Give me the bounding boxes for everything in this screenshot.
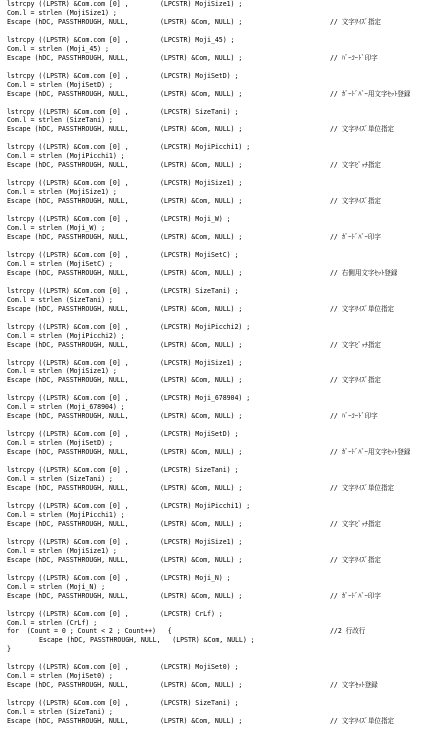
code-line bbox=[0, 403, 448, 412]
blank-line bbox=[0, 98, 448, 107]
code-text: Escape (hDC, PASSTHROUGH, NULL, bbox=[7, 125, 129, 134]
code-text: (LPSTR) &Com, NULL) ; bbox=[160, 591, 243, 600]
code-text: (LPSTR) &Com, NULL) ; bbox=[160, 340, 243, 349]
code-block bbox=[0, 215, 448, 251]
code-text: Escape (hDC, PASSTHROUGH, NULL, bbox=[7, 448, 129, 457]
code-line bbox=[0, 636, 448, 645]
code-block bbox=[0, 251, 448, 287]
code-comment: // 文字ﾋﾟｯﾁ指定 bbox=[330, 340, 381, 349]
code-comment: // 文字ｻｲｽﾞ単位指定 bbox=[330, 125, 395, 134]
code-text: (LPCSTR) SizeTani) ; bbox=[160, 286, 239, 295]
code-line bbox=[0, 592, 448, 601]
code-comment: // ｶﾞｰﾄﾞﾊﾞｰ用文字ｾｯﾄ登録 bbox=[330, 89, 411, 98]
code-text: (LPSTR) &Com, NULL) ; bbox=[160, 376, 243, 385]
code-block bbox=[0, 574, 448, 610]
blank-line bbox=[0, 242, 448, 251]
code-text: Com.l = strlen (MojiSize1) ; bbox=[7, 546, 117, 555]
code-text: (LPCSTR) Moji_45) ; bbox=[160, 35, 235, 44]
code-text: Escape (hDC, PASSTHROUGH, NULL, bbox=[7, 412, 129, 421]
code-text: Escape (hDC, PASSTHROUGH, NULL, bbox=[7, 716, 129, 725]
code-line bbox=[0, 90, 448, 99]
code-text: (LPSTR) &Com, NULL) ; bbox=[160, 716, 243, 725]
code-text: Com.l = strlen (SizeTani) ; bbox=[7, 475, 113, 484]
code-comment: // 文字ｻｲｽﾞ指定 bbox=[330, 555, 381, 564]
code-text: lstrcpy ((LPSTR) &Com.com [0] , bbox=[7, 663, 129, 672]
code-text: (LPSTR) &Com, NULL) ; bbox=[160, 53, 243, 62]
code-text: Com.l = strlen (MojiSetC) ; bbox=[7, 259, 113, 268]
code-text: Escape (hDC, PASSTHROUGH, NULL, bbox=[7, 53, 129, 62]
code-text: Com.l = strlen (MojiSet0) ; bbox=[7, 672, 113, 681]
code-line bbox=[0, 439, 448, 448]
code-text: Escape (hDC, PASSTHROUGH, NULL, bbox=[7, 17, 129, 26]
code-line bbox=[0, 610, 448, 619]
code-comment: // 文字ｻｲｽﾞ単位指定 bbox=[330, 304, 395, 313]
code-text: (LPSTR) &Com, NULL) ; bbox=[160, 125, 243, 134]
code-comment: // 文字ｻｲｽﾞ指定 bbox=[330, 17, 381, 26]
code-text: (LPSTR) &Com, NULL) ; bbox=[160, 681, 243, 690]
code-text: (LPSTR) &Com, NULL) ; bbox=[160, 304, 243, 313]
code-comment: // ﾊﾞｰｺｰﾄﾞ印字 bbox=[330, 53, 378, 62]
code-block bbox=[0, 0, 448, 36]
code-text: Escape (hDC, PASSTHROUGH, NULL, bbox=[7, 340, 129, 349]
code-line bbox=[0, 54, 448, 63]
code-comment: // 文字ｻｲｽﾞ単位指定 bbox=[330, 716, 395, 725]
code-line bbox=[0, 520, 448, 529]
code-block bbox=[0, 663, 448, 699]
loop-block bbox=[0, 610, 448, 664]
code-text: Com.l = strlen (MojiPicchi1) ; bbox=[7, 152, 125, 161]
code-text: Escape (hDC, PASSTHROUGH, NULL, bbox=[7, 89, 129, 98]
code-line bbox=[0, 681, 448, 690]
code-text: (LPCSTR) MojiSet0) ; bbox=[160, 663, 239, 672]
code-line bbox=[0, 484, 448, 493]
blank-line bbox=[0, 529, 448, 538]
code-text: Escape (hDC, PASSTHROUGH, NULL, bbox=[7, 376, 129, 385]
code-text: Escape (hDC, PASSTHROUGH, NULL, (LPSTR) &Com, NULL) ; bbox=[39, 636, 255, 645]
code-text: Com.l = strlen (Moji_678904) ; bbox=[7, 403, 125, 412]
code-line bbox=[0, 81, 448, 90]
code-line bbox=[0, 430, 448, 439]
code-line bbox=[0, 233, 448, 242]
code-line bbox=[0, 260, 448, 269]
code-line bbox=[0, 152, 448, 161]
code-line bbox=[0, 511, 448, 520]
code-comment: // 文字ﾋﾟｯﾁ指定 bbox=[330, 161, 381, 170]
code-line bbox=[0, 9, 448, 18]
code-text: (LPSTR) &Com, NULL) ; bbox=[160, 89, 243, 98]
code-block bbox=[0, 466, 448, 502]
code-line bbox=[0, 215, 448, 224]
blank-line bbox=[0, 170, 448, 179]
code-text: lstrcpy ((LPSTR) &Com.com [0] , bbox=[7, 466, 129, 475]
code-text: lstrcpy ((LPSTR) &Com.com [0] , bbox=[7, 107, 129, 116]
code-text: Com.l = strlen (MojiSize1) ; bbox=[7, 8, 117, 17]
code-text: (LPCSTR) Moji_678904) ; bbox=[160, 394, 251, 403]
tail-blocks bbox=[0, 663, 448, 735]
code-text: Com.l = strlen (Moji_W) ; bbox=[7, 224, 105, 233]
code-text: lstrcpy ((LPSTR) &Com.com [0] , bbox=[7, 699, 129, 708]
code-line bbox=[0, 538, 448, 547]
code-text: Com.l = strlen (MojiSize1) ; bbox=[7, 188, 117, 197]
code-comment: // ﾊﾞｰｺｰﾄﾞ印字 bbox=[330, 412, 378, 421]
code-line bbox=[0, 717, 448, 726]
code-text: for (Count = 0 ; Count < 2 ; Count++) { bbox=[7, 627, 172, 636]
code-block bbox=[0, 359, 448, 395]
code-line bbox=[0, 125, 448, 134]
code-comment: // 文字ﾋﾟｯﾁ指定 bbox=[330, 519, 381, 528]
code-text: Com.l = strlen (SizeTani) ; bbox=[7, 708, 113, 716]
code-line bbox=[0, 466, 448, 475]
code-text: lstrcpy ((LPSTR) &Com.com [0] , bbox=[7, 609, 129, 618]
code-comment: // 文字ｾｯﾄ登録 bbox=[330, 681, 378, 690]
code-line bbox=[0, 323, 448, 332]
code-text: Escape (hDC, PASSTHROUGH, NULL, bbox=[7, 232, 129, 241]
code-text: Com.l = strlen (SizeTani) ; bbox=[7, 295, 113, 304]
code-line bbox=[0, 197, 448, 206]
code-line bbox=[0, 583, 448, 592]
code-text: (LPCSTR) MojiSize1) ; bbox=[160, 0, 243, 8]
code-block bbox=[0, 394, 448, 430]
code-text: (LPCSTR) SizeTani) ; bbox=[160, 699, 239, 708]
code-line bbox=[0, 332, 448, 341]
code-comment: // 文字ｻｲｽﾞ単位指定 bbox=[330, 483, 395, 492]
blank-line bbox=[0, 134, 448, 143]
code-text: (LPCSTR) Moji_W) ; bbox=[160, 215, 231, 224]
code-text: lstrcpy ((LPSTR) &Com.com [0] , bbox=[7, 215, 129, 224]
blank-line bbox=[0, 726, 448, 735]
code-text: (LPCSTR) SizeTani) ; bbox=[160, 107, 239, 116]
blank-line bbox=[0, 421, 448, 430]
code-text: Com.l = strlen (MojiSetD) ; bbox=[7, 439, 113, 448]
code-comment: // ｶﾞｰﾄﾞﾊﾞｰ印字 bbox=[330, 591, 381, 600]
code-text: lstrcpy ((LPSTR) &Com.com [0] , bbox=[7, 358, 129, 367]
code-line bbox=[0, 547, 448, 556]
blank-line bbox=[0, 385, 448, 394]
code-line bbox=[0, 36, 448, 45]
code-line bbox=[0, 574, 448, 583]
code-text: Com.l = strlen (Moji_45) ; bbox=[7, 44, 109, 53]
code-block bbox=[0, 538, 448, 574]
code-line bbox=[0, 287, 448, 296]
code-line bbox=[0, 556, 448, 565]
code-comment: // 右側用文字ｾｯﾄ登録 bbox=[330, 268, 398, 277]
code-line bbox=[0, 224, 448, 233]
code-line bbox=[0, 341, 448, 350]
code-text: Com.l = strlen (MojiPicchi2) ; bbox=[7, 331, 125, 340]
code-line bbox=[0, 376, 448, 385]
code-text: lstrcpy ((LPSTR) &Com.com [0] , bbox=[7, 322, 129, 331]
blank-line bbox=[0, 63, 448, 72]
code-comment: // ｶﾞｰﾄﾞﾊﾞｰ用文字ｾｯﾄ登録 bbox=[330, 448, 411, 457]
code-line bbox=[0, 161, 448, 170]
blank-line bbox=[0, 278, 448, 287]
code-text: Escape (hDC, PASSTHROUGH, NULL, bbox=[7, 591, 129, 600]
code-text: Escape (hDC, PASSTHROUGH, NULL, bbox=[7, 483, 129, 492]
blank-line bbox=[0, 654, 448, 663]
code-line bbox=[0, 627, 448, 636]
code-text: lstrcpy ((LPSTR) &Com.com [0] , bbox=[7, 71, 129, 80]
code-text: (LPSTR) &Com, NULL) ; bbox=[160, 483, 243, 492]
code-text: (LPSTR) &Com, NULL) ; bbox=[160, 268, 243, 277]
code-text: lstrcpy ((LPSTR) &Com.com [0] , bbox=[7, 179, 129, 188]
code-text: lstrcpy ((LPSTR) &Com.com [0] , bbox=[7, 573, 129, 582]
code-text: (LPCSTR) MojiSize1) ; bbox=[160, 358, 243, 367]
code-text: (LPCSTR) CrLf) ; bbox=[160, 609, 223, 618]
code-text: lstrcpy ((LPSTR) &Com.com [0] , bbox=[7, 502, 129, 511]
code-text: Com.l = strlen (SizeTani) ; bbox=[7, 116, 113, 125]
code-line bbox=[0, 394, 448, 403]
code-line bbox=[0, 0, 448, 9]
code-line bbox=[0, 269, 448, 278]
code-text: (LPCSTR) MojiSetC) ; bbox=[160, 251, 239, 260]
code-text: (LPSTR) &Com, NULL) ; bbox=[160, 412, 243, 421]
code-text: lstrcpy ((LPSTR) &Com.com [0] , bbox=[7, 143, 129, 152]
code-line bbox=[0, 448, 448, 457]
blank-line bbox=[0, 206, 448, 215]
code-block bbox=[0, 72, 448, 108]
blank-line bbox=[0, 600, 448, 609]
blank-line bbox=[0, 457, 448, 466]
code-text: lstrcpy ((LPSTR) &Com.com [0] , bbox=[7, 394, 129, 403]
code-text: } bbox=[7, 645, 11, 654]
code-line bbox=[0, 663, 448, 672]
code-text: lstrcpy ((LPSTR) &Com.com [0] , bbox=[7, 35, 129, 44]
code-text: (LPSTR) &Com, NULL) ; bbox=[160, 555, 243, 564]
code-text: (LPSTR) &Com, NULL) ; bbox=[160, 232, 243, 241]
blank-line bbox=[0, 690, 448, 699]
code-text: lstrcpy ((LPSTR) &Com.com [0] , bbox=[7, 251, 129, 260]
code-text: Escape (hDC, PASSTHROUGH, NULL, bbox=[7, 268, 129, 277]
code-line bbox=[0, 672, 448, 681]
code-block bbox=[0, 323, 448, 359]
code-block bbox=[0, 287, 448, 323]
code-text: Com.l = strlen (MojiSize1) ; bbox=[7, 367, 117, 376]
code-line bbox=[0, 108, 448, 117]
code-text: Com.l = strlen (MojiSetD) ; bbox=[7, 80, 113, 89]
code-line bbox=[0, 359, 448, 368]
blank-line bbox=[0, 565, 448, 574]
blank-line bbox=[0, 493, 448, 502]
code-text: Escape (hDC, PASSTHROUGH, NULL, bbox=[7, 161, 129, 170]
code-text: (LPCSTR) SizeTani) ; bbox=[160, 466, 239, 475]
code-block bbox=[0, 699, 448, 735]
code-line bbox=[0, 619, 448, 628]
code-text: (LPSTR) &Com, NULL) ; bbox=[160, 161, 243, 170]
code-text: (LPCSTR) MojiPicchi1) ; bbox=[160, 143, 251, 152]
code-text: (LPSTR) &Com, NULL) ; bbox=[160, 519, 243, 528]
code-block bbox=[0, 36, 448, 72]
code-line bbox=[0, 645, 448, 654]
code-line bbox=[0, 502, 448, 511]
code-text: (LPCSTR) MojiSetD) ; bbox=[160, 430, 239, 439]
code-block bbox=[0, 430, 448, 466]
code-text: lstrcpy ((LPSTR) &Com.com [0] , bbox=[7, 430, 129, 439]
code-text: lstrcpy ((LPSTR) &Com.com [0] , bbox=[7, 286, 129, 295]
blank-line bbox=[0, 314, 448, 323]
code-block bbox=[0, 502, 448, 538]
code-text: (LPCSTR) MojiSetD) ; bbox=[160, 71, 239, 80]
code-text: lstrcpy ((LPSTR) &Com.com [0] , bbox=[7, 537, 129, 546]
code-text: (LPSTR) &Com, NULL) ; bbox=[160, 448, 243, 457]
code-line bbox=[0, 475, 448, 484]
code-line bbox=[0, 72, 448, 81]
code-block bbox=[0, 143, 448, 179]
code-comment: // 文字ｻｲｽﾞ指定 bbox=[330, 197, 381, 206]
code-text: (LPCSTR) MojiSize1) ; bbox=[160, 537, 243, 546]
blank-line bbox=[0, 27, 448, 36]
code-text: (LPSTR) &Com, NULL) ; bbox=[160, 17, 243, 26]
code-text: Escape (hDC, PASSTHROUGH, NULL, bbox=[7, 681, 129, 690]
code-text: Com.l = strlen (Moji_N) ; bbox=[7, 582, 105, 591]
code-text: (LPCSTR) MojiSize1) ; bbox=[160, 179, 243, 188]
code-text: (LPCSTR) MojiPicchi2) ; bbox=[160, 322, 251, 331]
code-line bbox=[0, 296, 448, 305]
blank-line bbox=[0, 349, 448, 358]
code-text: (LPCSTR) MojiPicchi1) ; bbox=[160, 502, 251, 511]
code-line bbox=[0, 412, 448, 421]
code-text: Escape (hDC, PASSTHROUGH, NULL, bbox=[7, 555, 129, 564]
code-comment: // ｶﾞｰﾄﾞﾊﾞｰ印字 bbox=[330, 232, 381, 241]
code-block bbox=[0, 108, 448, 144]
code-line bbox=[0, 179, 448, 188]
code-block bbox=[0, 179, 448, 215]
code-text: Escape (hDC, PASSTHROUGH, NULL, bbox=[7, 197, 129, 206]
code-comment: // 文字ｻｲｽﾞ指定 bbox=[330, 376, 381, 385]
code-line bbox=[0, 143, 448, 152]
code-line bbox=[0, 188, 448, 197]
code-line bbox=[0, 305, 448, 314]
code-line bbox=[0, 251, 448, 260]
code-text: Com.l = strlen (CrLf) ; bbox=[7, 618, 98, 627]
code-text: (LPCSTR) Moji_N) ; bbox=[160, 573, 231, 582]
code-text: Escape (hDC, PASSTHROUGH, NULL, bbox=[7, 519, 129, 528]
code-text: Escape (hDC, PASSTHROUGH, NULL, bbox=[7, 304, 129, 313]
code-line bbox=[0, 18, 448, 27]
code-line bbox=[0, 699, 448, 708]
code-line bbox=[0, 45, 448, 54]
code-text: (LPSTR) &Com, NULL) ; bbox=[160, 197, 243, 206]
code-text: Com.l = strlen (MojiPicchi1) ; bbox=[7, 510, 125, 519]
code-line bbox=[0, 708, 448, 717]
code-comment: //2 行改行 bbox=[330, 627, 366, 636]
code-text: lstrcpy ((LPSTR) &Com.com [0] , bbox=[7, 0, 129, 8]
